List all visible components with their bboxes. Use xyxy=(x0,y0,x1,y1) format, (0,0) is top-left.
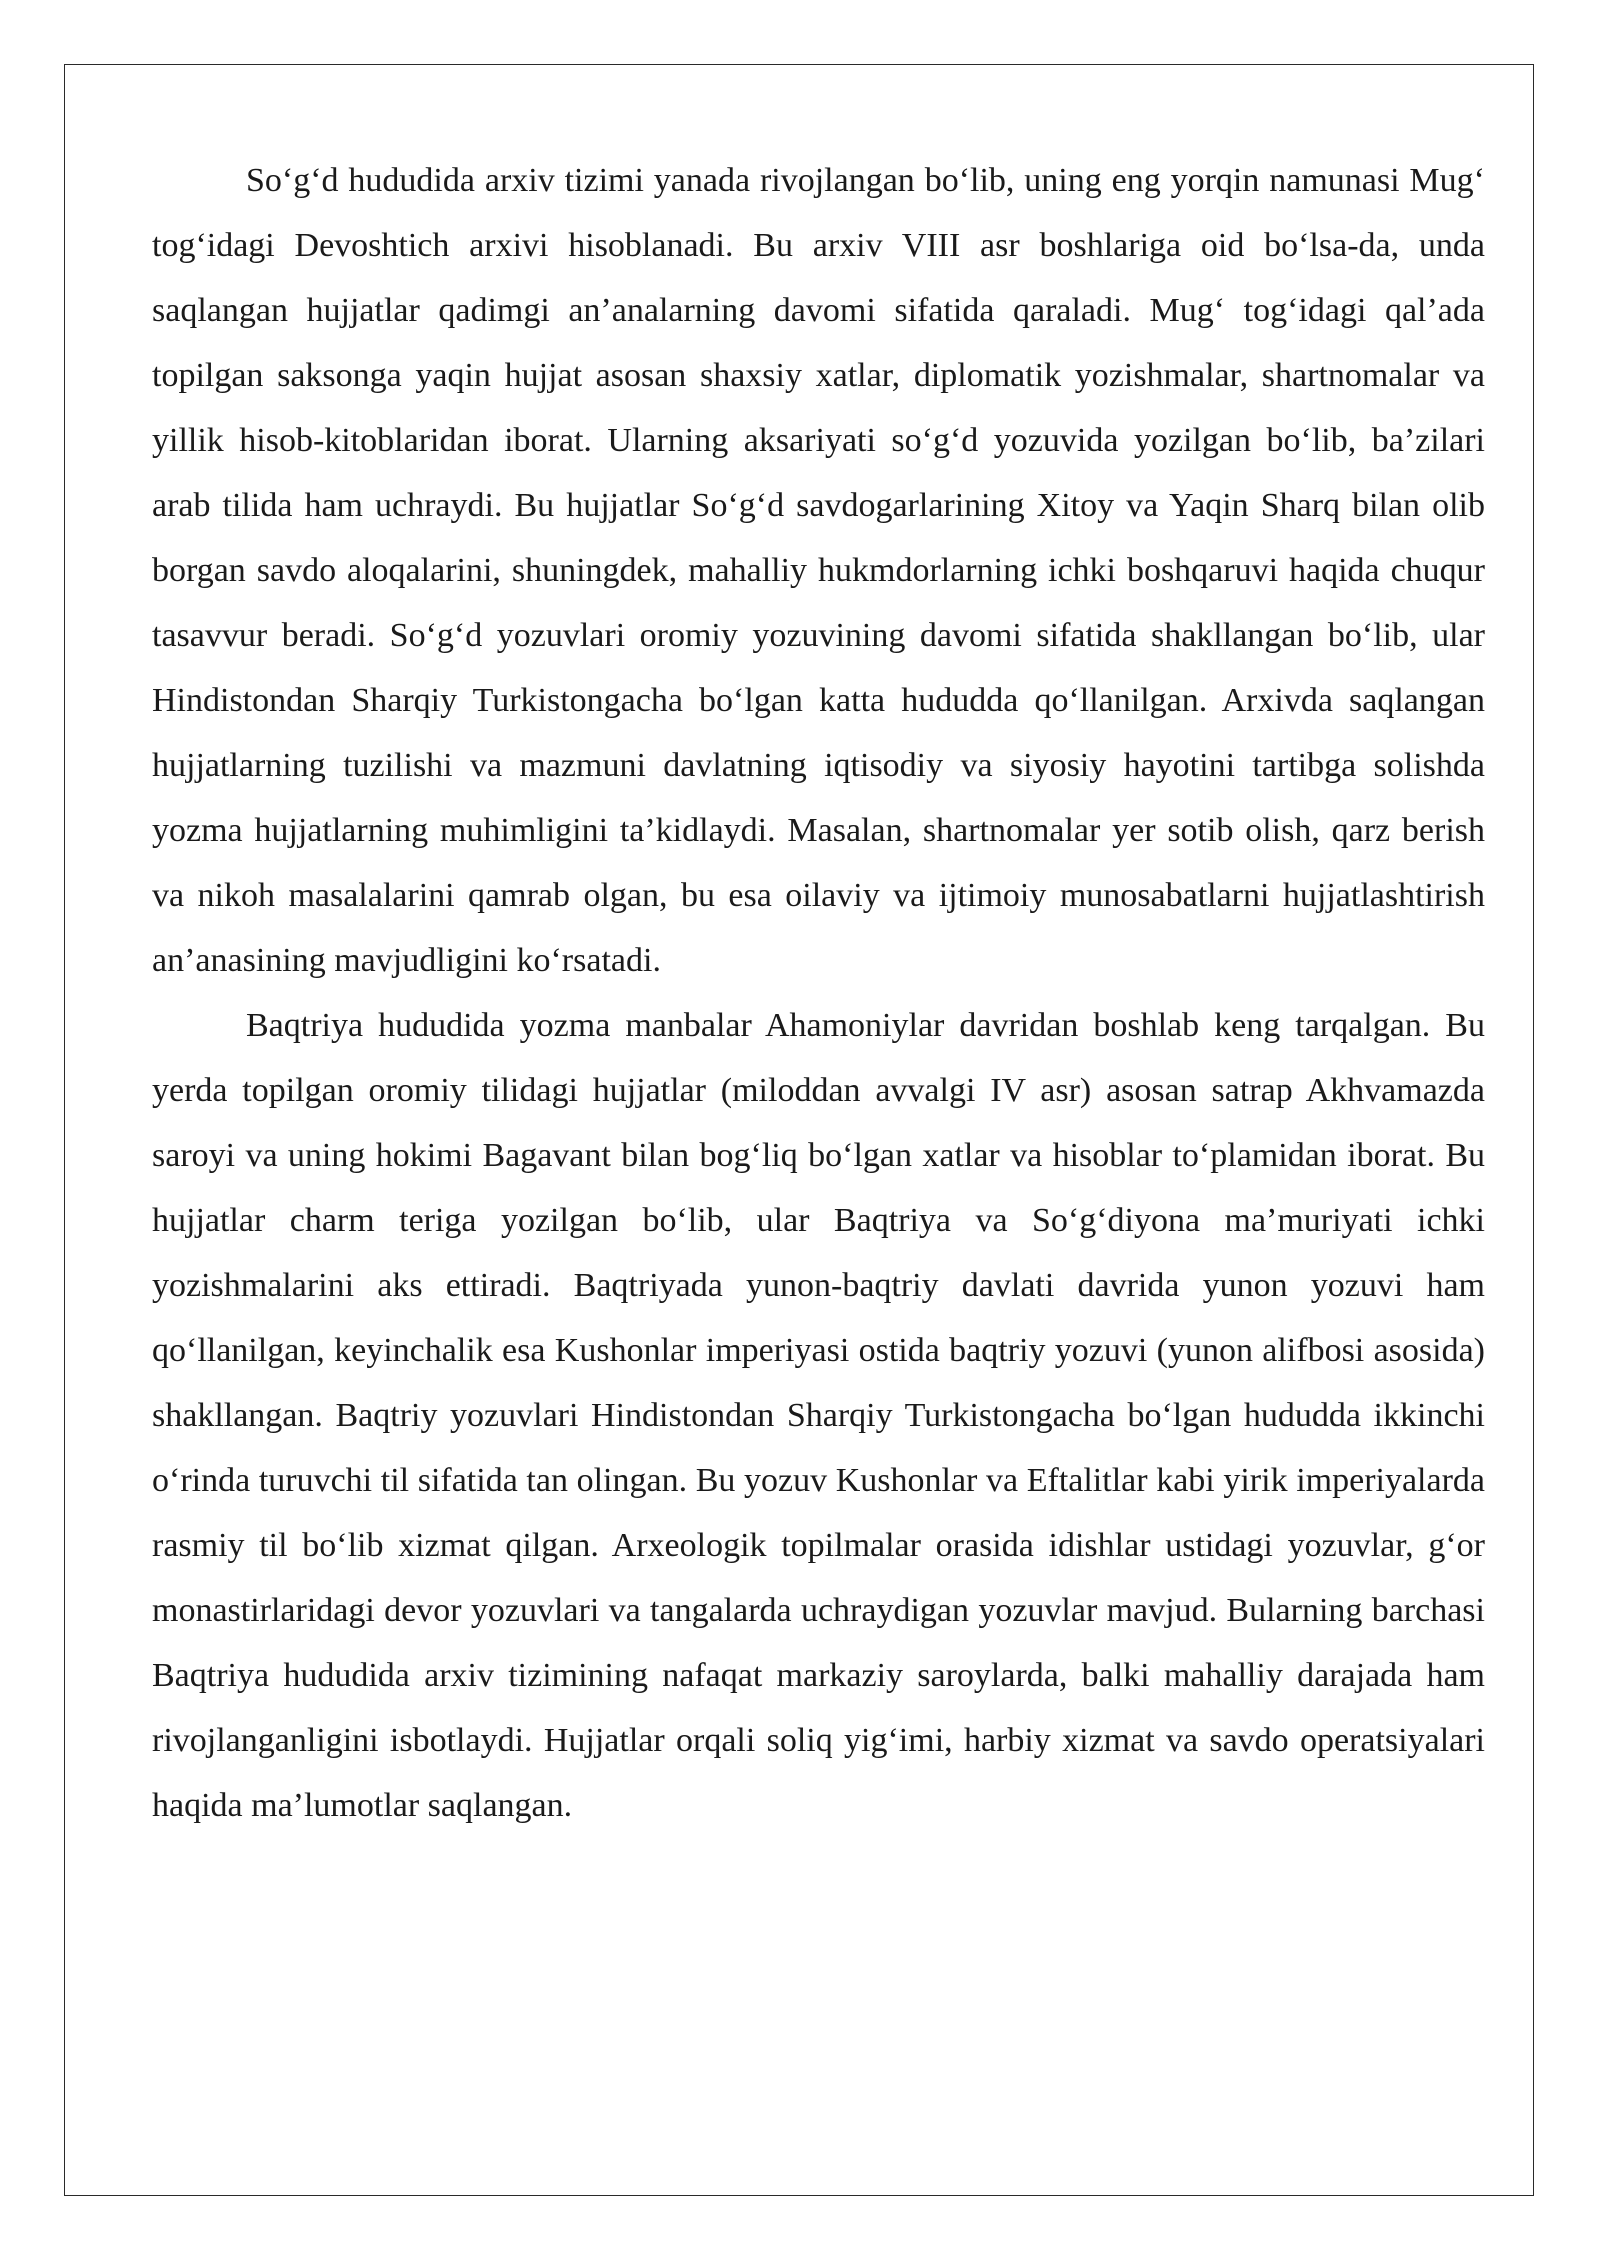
paragraph-bactria-sources: Baqtriya hududida yozma manbalar Ahamoniylar davridan boshlab keng tarqalgan. Bu yerda topilgan oromiy tilidagi hujjatlar (miloddan avvalgi IV asr) asosan satrap Akhvamazda saroyi va uning hokimi Bagavant bilan bog‘liq bo‘lgan xatlar va hisoblar to‘plamidan iborat. Bu hujjatlar charm teriga yozilgan bo‘lib, ular Baqtriya va So‘g‘diyona ma’muriyati ichki yozishmalarini aks ettiradi. Baqtriyada yunon-baqtriy davlati davrida yunon yozuvi ham qo‘llanilgan, keyinchalik esa Kushonlar imperiyasi ostida baqtriy yozuvi (yunon alifbosi asosida) shakllangan. Baqtriy yozuvlari Hindistondan Sharqiy Turkistongacha bo‘lgan hududda ikkinchi o‘rinda turuvchi til sifatida tan olingan. Bu yozuv Kushonlar va Eftalitlar kabi yirik imperiyalarda rasmiy til bo‘lib xizmat qilgan. Arxeologik topilmalar orasida idishlar ustidagi yozuvlar, g‘or monastirlaridagi devor yozuvlari va tangalarda uchraydigan yozuvlar mavjud. Bularning barchasi Baqtriya hududida arxiv tizimining nafaqat markaziy saroylarda, balki mahalliy darajada ham rivojlanganligini isbotlaydi. Hujjatlar orqali soliq yig‘imi, harbiy xizmat va savdo operatsiyalari haqida ma’lumotlar saqlangan. xyxy=(152,1007,1485,1824)
document-body xyxy=(152,148,1485,1838)
paragraph-sogd-archive: So‘g‘d hududida arxiv tizimi yanada rivojlangan bo‘lib, uning eng yorqin namunasi Mug‘ tog‘idagi Devoshtich arxivi hisoblanadi. Bu arxiv VIII asr boshlariga oid bo‘lsa-da, unda saqlangan hujjatlar qadimgi an’analarning davomi sifatida qaraladi. Mug‘ tog‘idagi qal’ada topilgan saksonga yaqin hujjat asosan shaxsiy xatlar, diplomatik yozishmalar, shartnomalar va yillik hisob-kitoblaridan iborat. Ularning aksariyati so‘g‘d yozuvida yozilgan bo‘lib, ba’zilari arab tilida ham uchraydi. Bu hujjatlar So‘g‘d savdogarlarining Xitoy va Yaqin Sharq bilan olib borgan savdo aloqalarini, shuningdek, mahalliy hukmdorlarning ichki boshqaruvi haqida chuqur tasavvur beradi. So‘g‘d yozuvlari oromiy yozuvining davomi sifatida shakllangan bo‘lib, ular Hindistondan Sharqiy Turkistongacha bo‘lgan katta hududda qo‘llanilgan. Arxivda saqlangan hujjatlarning tuzilishi va mazmuni davlatning iqtisodiy va siyosiy hayotini tartibga solishda yozma hujjatlarning muhimligini ta’kidlaydi. Masalan, shartnomalar yer sotib olish, qarz berish va nikoh masalalarini qamrab olgan, bu esa oilaviy va ijtimoiy munosabatlarni hujjatlashtirish an’anasining mavjudligini ko‘rsatadi. xyxy=(152,162,1485,979)
